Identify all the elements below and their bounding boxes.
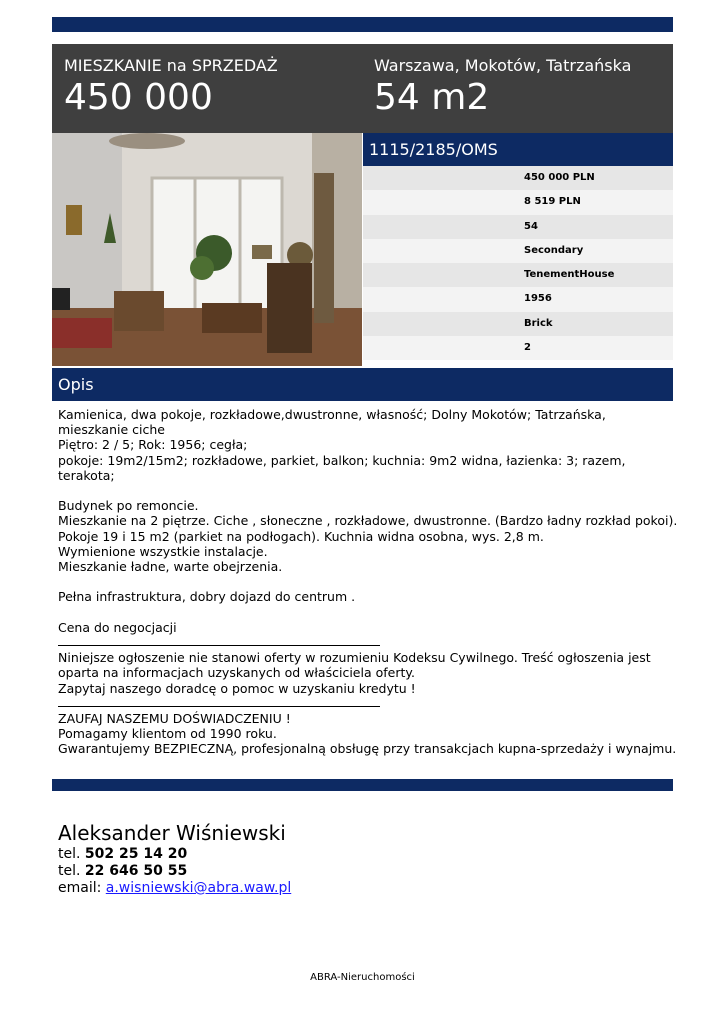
desc-line: Mieszkanie na 2 piętrze. Ciche , słoneczne , rozkładowe, dwustronne. (Bardzo ładny rozkład pokoi). <box>58 513 678 529</box>
detail-building-type: TenementHouse <box>363 263 673 287</box>
divider <box>58 635 670 650</box>
phone-line-2 <box>58 863 291 880</box>
footer-company: ABRA-Nieruchomości <box>310 972 415 983</box>
bottom-bar <box>52 779 673 791</box>
description <box>58 407 678 757</box>
section-title: Opis <box>52 368 673 401</box>
desc-line: ZAUFAJ NASZEMU DOŚWIADCZENIU ! <box>58 710 291 726</box>
header-left <box>64 56 278 118</box>
agent-name: Aleksander Wiśniewski <box>58 821 286 845</box>
email-link[interactable]: a.wisniewski@abra.waw.pl <box>105 880 292 896</box>
spacer <box>58 574 670 589</box>
details-table <box>363 166 673 360</box>
phone-line-1 <box>58 846 291 863</box>
apartment-photo <box>52 133 362 366</box>
desc-line: Wymienione wszystkie instalacje. <box>58 543 268 559</box>
email-line <box>58 880 291 897</box>
email-label: email: <box>58 880 102 896</box>
desc-line: pokoje: 19m2/15m2; rozkładowe, parkiet, balkon; kuchnia: 9m2 widna, łazienka: 3; razem, <box>58 452 626 468</box>
detail-price: 450 000 PLN <box>363 166 673 190</box>
location: Warszawa, Mokotów, Tatrzańska <box>374 56 632 75</box>
detail-material: Brick <box>363 312 673 336</box>
desc-line: oparta na informacjach uzyskanych od właściciela oferty. <box>58 665 415 681</box>
phone-1: 502 25 14 20 <box>84 846 188 862</box>
tel-label: tel. <box>58 863 81 879</box>
tel-label: tel. <box>58 846 81 862</box>
spacer <box>58 605 670 620</box>
desc-line: Pomagamy klientom od 1990 roku. <box>58 726 277 742</box>
offer-type: MIESZKANIE na SPRZEDAŻ <box>64 56 278 75</box>
desc-line: Pełna infrastruktura, dobry dojazd do centrum . <box>58 589 356 605</box>
detail-area: 54 <box>363 215 673 239</box>
desc-line: Piętro: 2 / 5; Rok: 1956; cegła; <box>58 437 248 453</box>
listing-header <box>52 44 673 133</box>
desc-line: mieszkanie ciche <box>58 422 165 438</box>
detail-year: 1956 <box>363 287 673 311</box>
desc-line: Kamienica, dwa pokoje, rozkładowe,dwustronne, własność; Dolny Mokotów; Tatrzańska, <box>58 407 606 422</box>
desc-line: Budynek po remoncie. <box>58 498 199 514</box>
price-headline: 450 000 <box>64 77 213 118</box>
detail-rooms: 2 <box>363 336 673 360</box>
desc-line: Gwarantujemy BEZPIECZNĄ, profesjonalną obsługę przy transakcjach kupna-sprzedaży i wynajmu. <box>58 741 677 757</box>
top-bar <box>52 17 673 32</box>
desc-line: Niniejsze ogłoszenie nie stanowi oferty w rozumieniu Kodeksu Cywilnego. Treść ogłoszenia jest <box>58 650 651 666</box>
apartment-photo-image <box>52 133 362 366</box>
desc-line: terakota; <box>58 467 115 483</box>
desc-line: Cena do negocjacji <box>58 619 177 635</box>
detail-price-per-m2: 8 519 PLN <box>363 190 673 214</box>
header-right <box>374 56 631 118</box>
desc-line: Mieszkanie ładne, warte obejrzenia. <box>58 559 283 575</box>
divider <box>58 696 670 711</box>
desc-line: Zapytaj naszego doradcę o pomoc w uzyskaniu kredytu ! <box>58 680 416 696</box>
reference-number: 1115/2185/OMS <box>363 133 673 166</box>
detail-market: Secondary <box>363 239 673 263</box>
phone-2: 22 646 50 55 <box>84 863 188 879</box>
agent-contact <box>58 822 291 897</box>
desc-line: Pokoje 19 i 15 m2 (parkiet na podłogach). Kuchnia widna osobna, wys. 2,8 m. <box>58 528 544 544</box>
area-headline: 54 m2 <box>374 77 490 118</box>
spacer <box>58 483 670 498</box>
